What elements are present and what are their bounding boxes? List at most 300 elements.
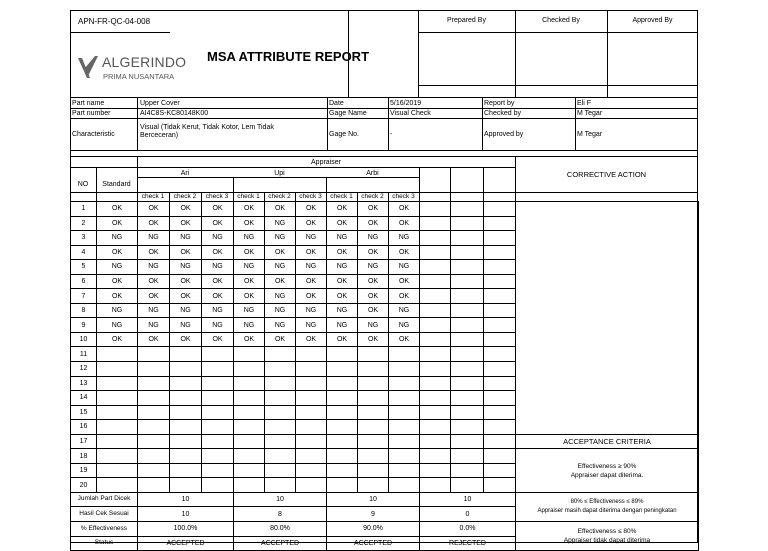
row-number: 1 xyxy=(71,202,97,217)
row-number: 16 xyxy=(71,420,97,435)
criteria-2-line-1: 80% ≤ Effectiveness ≤ 89% xyxy=(570,498,644,505)
empty-cell xyxy=(451,332,484,347)
check-cell xyxy=(358,463,389,478)
empty-cell xyxy=(484,245,516,260)
part-number-value: AI4C8S-KC80148K00 xyxy=(140,110,209,117)
check-cell xyxy=(265,478,296,493)
empty-cell xyxy=(420,216,451,231)
criteria-2-line-2: Appraiser masih dapat diterima dengan peningkatan xyxy=(537,507,677,514)
check-cell: OK xyxy=(202,216,234,231)
check-cell xyxy=(327,405,358,420)
check-cell xyxy=(170,449,202,464)
empty-cell xyxy=(484,303,516,318)
check-cell xyxy=(202,347,234,362)
check-cell: OK xyxy=(358,332,389,347)
empty-cell xyxy=(420,376,451,391)
check-header: check 1 xyxy=(237,193,260,200)
empty-cell xyxy=(451,449,484,464)
check-cell: OK xyxy=(234,289,265,304)
check-cell xyxy=(265,347,296,362)
summary-value: ACCEPTED xyxy=(138,536,234,551)
check-cell xyxy=(265,449,296,464)
check-cell: NG xyxy=(389,231,420,246)
check-cell xyxy=(358,420,389,435)
standard-cell: NG xyxy=(97,318,138,333)
check-cell xyxy=(296,449,327,464)
check-cell: OK xyxy=(234,332,265,347)
empty-cell xyxy=(451,478,484,493)
check-cell xyxy=(389,405,420,420)
standard-cell: OK xyxy=(97,289,138,304)
check-cell: OK xyxy=(170,245,202,260)
empty-cell xyxy=(451,362,484,377)
logo-mark-icon xyxy=(76,54,100,82)
check-cell xyxy=(265,420,296,435)
criteria-1-line-1: Effectiveness ≥ 90% xyxy=(577,462,637,470)
empty-cell xyxy=(484,478,516,493)
check-cell: NG xyxy=(358,231,389,246)
checked-by-info-label: Checked by xyxy=(484,110,521,117)
standard-cell xyxy=(97,463,138,478)
empty-cell xyxy=(451,347,484,362)
empty-cell xyxy=(420,449,451,464)
row-number: 7 xyxy=(71,289,97,304)
check-cell xyxy=(389,478,420,493)
check-cell: OK xyxy=(138,274,170,289)
check-cell xyxy=(234,420,265,435)
check-cell: OK xyxy=(170,216,202,231)
appraiser-name-arbi: Arbi xyxy=(366,170,379,177)
summary-value: 10 xyxy=(327,492,420,507)
row-number: 5 xyxy=(71,260,97,275)
empty-cell xyxy=(484,332,516,347)
summary-label: Status xyxy=(71,536,138,551)
check-cell: OK xyxy=(202,202,234,217)
summary-row xyxy=(71,522,699,537)
check-cell xyxy=(389,420,420,435)
summary-label: Hasil Cek Sesuai xyxy=(71,507,138,522)
check-cell xyxy=(327,449,358,464)
summary-value: REJECTED xyxy=(420,536,516,551)
check-cell: NG xyxy=(138,303,170,318)
empty-cell xyxy=(484,434,516,449)
check-cell xyxy=(389,362,420,377)
check-cell: NG xyxy=(265,231,296,246)
check-cell xyxy=(296,463,327,478)
empty-cell xyxy=(451,376,484,391)
check-cell: OK xyxy=(296,202,327,217)
check-cell: OK xyxy=(389,202,420,217)
empty-cell xyxy=(451,303,484,318)
check-cell xyxy=(327,463,358,478)
empty-cell xyxy=(420,362,451,377)
doc-code: APN-FR-QC-04-008 xyxy=(78,17,151,26)
summary-value: 100.0% xyxy=(138,522,234,537)
check-cell xyxy=(202,449,234,464)
check-cell xyxy=(138,391,170,406)
row-number: 19 xyxy=(71,463,97,478)
check-cell xyxy=(389,449,420,464)
empty-cell xyxy=(420,274,451,289)
check-cell: OK xyxy=(138,216,170,231)
check-cell: OK xyxy=(327,289,358,304)
check-cell: OK xyxy=(358,289,389,304)
check-cell: OK xyxy=(389,216,420,231)
empty-cell xyxy=(451,420,484,435)
empty-cell xyxy=(484,376,516,391)
check-cell: NG xyxy=(170,260,202,275)
gage-name-value: Visual Check xyxy=(390,110,431,117)
empty-cell xyxy=(484,347,516,362)
check-cell: NG xyxy=(170,231,202,246)
check-cell xyxy=(358,362,389,377)
check-cell: OK xyxy=(265,202,296,217)
characteristic-label: Characteristic xyxy=(72,131,115,138)
check-cell: NG xyxy=(265,303,296,318)
check-cell: NG xyxy=(170,303,202,318)
check-header: check 2 xyxy=(361,193,384,200)
empty-cell xyxy=(451,434,484,449)
check-cell xyxy=(358,434,389,449)
check-cell xyxy=(170,463,202,478)
row-number: 8 xyxy=(71,303,97,318)
check-header: check 2 xyxy=(268,193,291,200)
table-row xyxy=(71,449,699,464)
check-cell: NG xyxy=(327,303,358,318)
check-cell: OK xyxy=(389,289,420,304)
check-cell xyxy=(265,434,296,449)
check-cell xyxy=(327,434,358,449)
check-cell: OK xyxy=(389,274,420,289)
check-cell: NG xyxy=(138,260,170,275)
check-cell xyxy=(265,463,296,478)
check-cell: NG xyxy=(202,303,234,318)
check-cell xyxy=(296,376,327,391)
gage-no-label: Gage No. xyxy=(329,131,359,138)
row-number: 2 xyxy=(71,216,97,231)
check-cell: NG xyxy=(327,231,358,246)
check-cell xyxy=(296,391,327,406)
check-cell xyxy=(202,478,234,493)
row-number: 15 xyxy=(71,405,97,420)
row-number: 17 xyxy=(71,434,97,449)
empty-cell xyxy=(451,405,484,420)
empty-cell xyxy=(451,216,484,231)
appraiser-header: Appraiser xyxy=(311,159,341,166)
check-cell xyxy=(327,391,358,406)
summary-label: Jumlah Part Dicek xyxy=(71,492,138,507)
check-cell: NG xyxy=(389,318,420,333)
check-cell: OK xyxy=(234,216,265,231)
check-cell: NG xyxy=(202,260,234,275)
check-cell xyxy=(170,420,202,435)
corrective-action-area xyxy=(516,202,699,435)
logo-name: ALGERINDO xyxy=(102,54,187,70)
check-cell: OK xyxy=(202,245,234,260)
check-cell: NG xyxy=(296,303,327,318)
empty-cell xyxy=(451,289,484,304)
check-cell xyxy=(234,347,265,362)
approved-by-value: M Tegar xyxy=(577,131,603,138)
summary-value: 0 xyxy=(420,507,516,522)
check-cell xyxy=(358,376,389,391)
standard-cell: OK xyxy=(97,202,138,217)
table-row xyxy=(71,434,699,449)
msa-report-sheet xyxy=(70,10,698,547)
empty-cell xyxy=(420,231,451,246)
summary-value: 8 xyxy=(234,507,327,522)
empty-cell xyxy=(420,434,451,449)
check-cell: OK xyxy=(296,216,327,231)
row-number: 11 xyxy=(71,347,97,362)
check-cell: OK xyxy=(138,332,170,347)
row-number: 3 xyxy=(71,231,97,246)
check-cell xyxy=(296,420,327,435)
standard-cell: OK xyxy=(97,274,138,289)
summary-row xyxy=(71,492,699,507)
check-cell xyxy=(389,434,420,449)
check-cell xyxy=(358,478,389,493)
check-cell: NG xyxy=(358,318,389,333)
check-cell xyxy=(389,376,420,391)
empty-cell xyxy=(484,274,516,289)
check-cell xyxy=(138,478,170,493)
empty-cell xyxy=(484,289,516,304)
check-cell: NG xyxy=(296,231,327,246)
check-cell: OK xyxy=(358,274,389,289)
acceptance-criteria-1 xyxy=(516,449,699,493)
summary-value: 80.0% xyxy=(234,522,327,537)
check-cell: OK xyxy=(202,289,234,304)
empty-cell xyxy=(484,318,516,333)
check-cell xyxy=(202,376,234,391)
check-cell xyxy=(234,362,265,377)
row-number: 9 xyxy=(71,318,97,333)
check-cell xyxy=(202,362,234,377)
check-cell xyxy=(202,434,234,449)
standard-cell xyxy=(97,362,138,377)
check-cell: OK xyxy=(170,274,202,289)
check-cell xyxy=(202,405,234,420)
row-number: 6 xyxy=(71,274,97,289)
check-cell: NG xyxy=(234,231,265,246)
appraiser-name-upi: Upi xyxy=(274,170,285,177)
check-cell xyxy=(138,347,170,362)
check-cell xyxy=(170,434,202,449)
check-cell xyxy=(138,420,170,435)
check-cell xyxy=(234,463,265,478)
check-cell: OK xyxy=(327,202,358,217)
appraiser-name-ari: Ari xyxy=(180,170,190,177)
check-cell: NG xyxy=(202,318,234,333)
check-cell xyxy=(234,391,265,406)
standard-cell xyxy=(97,376,138,391)
check-cell xyxy=(265,362,296,377)
standard-cell: NG xyxy=(97,231,138,246)
summary-value: 10 xyxy=(138,507,234,522)
empty-cell xyxy=(420,332,451,347)
summary-value: 0.0% xyxy=(420,522,516,537)
attribute-data-table xyxy=(70,201,699,551)
check-cell: OK xyxy=(327,245,358,260)
check-cell: OK xyxy=(234,274,265,289)
check-cell: OK xyxy=(358,202,389,217)
page-title: MSA ATTRIBUTE REPORT xyxy=(207,49,370,64)
check-cell: OK xyxy=(170,202,202,217)
row-number: 14 xyxy=(71,391,97,406)
check-cell xyxy=(265,405,296,420)
check-cell: OK xyxy=(358,303,389,318)
check-cell: OK xyxy=(327,332,358,347)
check-cell: OK xyxy=(327,274,358,289)
check-cell: OK xyxy=(202,274,234,289)
check-cell xyxy=(234,434,265,449)
check-cell xyxy=(389,463,420,478)
check-cell xyxy=(234,478,265,493)
summary-value: 10 xyxy=(420,492,516,507)
check-cell xyxy=(327,420,358,435)
characteristic-value: Visual (Tidak Kerut, Tidak Kotor, Lem Tidak Berceceran) xyxy=(140,124,274,139)
check-cell: NG xyxy=(202,231,234,246)
check-cell: OK xyxy=(138,245,170,260)
check-header: check 1 xyxy=(141,193,165,200)
check-cell xyxy=(358,405,389,420)
summary-value: 10 xyxy=(234,492,327,507)
empty-cell xyxy=(484,260,516,275)
check-cell xyxy=(327,347,358,362)
criteria-3-line-1: Effectiveness ≤ 80% xyxy=(577,528,637,536)
standard-cell xyxy=(97,420,138,435)
empty-cell xyxy=(451,318,484,333)
check-cell xyxy=(234,405,265,420)
logo-sub: PRIMA NUSANTARA xyxy=(103,72,175,81)
check-cell: NG xyxy=(265,260,296,275)
date-label: Date xyxy=(329,100,344,107)
check-header: check 2 xyxy=(173,193,197,200)
empty-cell xyxy=(420,318,451,333)
check-cell: NG xyxy=(296,260,327,275)
check-cell: OK xyxy=(170,289,202,304)
part-number-label: Part number xyxy=(72,110,111,117)
standard-cell xyxy=(97,434,138,449)
row-number: 13 xyxy=(71,376,97,391)
empty-cell xyxy=(420,478,451,493)
check-cell xyxy=(358,449,389,464)
empty-cell xyxy=(420,202,451,217)
check-cell xyxy=(327,478,358,493)
corrective-action-header: CORRECTIVE ACTION xyxy=(566,170,647,179)
check-cell: OK xyxy=(138,202,170,217)
empty-cell xyxy=(420,260,451,275)
row-number: 18 xyxy=(71,449,97,464)
check-cell: OK xyxy=(202,332,234,347)
check-cell: NG xyxy=(265,289,296,304)
check-cell: OK xyxy=(234,245,265,260)
acceptance-criteria-2 xyxy=(516,492,699,521)
approved-by-info-label: Approved by xyxy=(484,131,524,138)
check-cell xyxy=(296,478,327,493)
checked-by-value: M Tegar xyxy=(577,110,603,117)
summary-value: 10 xyxy=(138,492,234,507)
check-cell: NG xyxy=(138,231,170,246)
check-cell xyxy=(170,478,202,493)
row-number: 20 xyxy=(71,478,97,493)
check-cell xyxy=(138,463,170,478)
check-cell: NG xyxy=(138,318,170,333)
check-cell xyxy=(170,391,202,406)
check-cell xyxy=(358,391,389,406)
gage-name-label: Gage Name xyxy=(329,110,367,117)
check-cell: NG xyxy=(234,303,265,318)
empty-cell xyxy=(451,274,484,289)
checked-by-label: Checked By xyxy=(542,17,580,24)
summary-value: 90.0% xyxy=(327,522,420,537)
check-cell: NG xyxy=(265,216,296,231)
empty-cell xyxy=(420,420,451,435)
empty-cell xyxy=(484,231,516,246)
check-cell: OK xyxy=(234,202,265,217)
summary-label: % Effectiveness xyxy=(71,522,138,537)
check-cell xyxy=(138,362,170,377)
check-cell xyxy=(296,434,327,449)
empty-cell xyxy=(484,420,516,435)
check-cell: OK xyxy=(358,245,389,260)
empty-cell xyxy=(484,391,516,406)
check-header: check 3 xyxy=(205,193,229,200)
check-cell: OK xyxy=(296,274,327,289)
no-header: NO xyxy=(77,181,89,188)
standard-cell xyxy=(97,391,138,406)
check-cell: OK xyxy=(296,245,327,260)
check-cell: OK xyxy=(265,274,296,289)
standard-cell: NG xyxy=(97,260,138,275)
check-cell: OK xyxy=(296,332,327,347)
check-cell: NG xyxy=(296,318,327,333)
standard-cell xyxy=(97,405,138,420)
standard-cell: NG xyxy=(97,303,138,318)
check-cell xyxy=(389,347,420,362)
acceptance-criteria-3 xyxy=(516,522,699,551)
check-cell xyxy=(327,362,358,377)
row-number: 12 xyxy=(71,362,97,377)
standard-cell: OK xyxy=(97,245,138,260)
gage-no-value: - xyxy=(390,131,393,138)
empty-cell xyxy=(451,202,484,217)
standard-cell xyxy=(97,347,138,362)
part-name-value: Upper Cover xyxy=(140,100,180,107)
acceptance-criteria-title: ACCEPTANCE CRITERIA xyxy=(516,434,699,449)
check-cell: NG xyxy=(234,318,265,333)
check-cell xyxy=(327,376,358,391)
empty-cell xyxy=(451,260,484,275)
check-cell xyxy=(265,376,296,391)
summary-value: ACCEPTED xyxy=(327,536,420,551)
check-cell xyxy=(202,420,234,435)
check-cell xyxy=(234,376,265,391)
date-value: 5/16/2019 xyxy=(390,100,422,107)
check-cell: OK xyxy=(296,289,327,304)
approved-by-label: Approved By xyxy=(632,17,673,24)
check-cell xyxy=(389,391,420,406)
empty-cell xyxy=(484,362,516,377)
empty-cell xyxy=(420,347,451,362)
check-cell xyxy=(234,449,265,464)
check-cell: NG xyxy=(234,260,265,275)
check-cell xyxy=(358,347,389,362)
empty-cell xyxy=(484,449,516,464)
standard-cell xyxy=(97,449,138,464)
table-row xyxy=(71,202,699,217)
